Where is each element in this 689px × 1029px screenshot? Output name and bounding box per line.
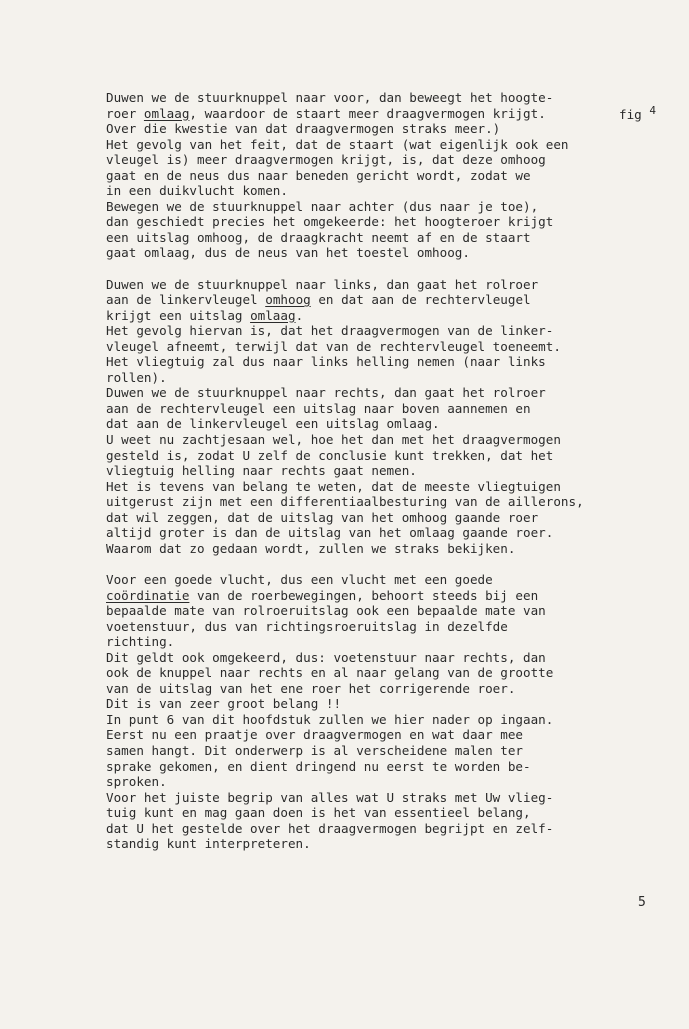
underlined-word: omlaag bbox=[143, 105, 190, 121]
underlined-word: omlaag bbox=[250, 307, 296, 323]
text-segment: bepaalde mate van rolroeruitslag ook een bepaalde mate van bbox=[106, 603, 546, 619]
text-line bbox=[106, 494, 666, 510]
text-segment: van de roerbewegingen, behoort steeds bij een bbox=[189, 587, 539, 603]
text-segment: Dit geldt ook omgekeerd, dus: voetenstuur naar rechts, dan bbox=[106, 649, 546, 665]
text-segment: ook de knuppel naar rechts en al naar gelang van de grootte bbox=[106, 665, 554, 681]
text-segment: Het gevolg hiervan is, dat het draagvermogen van de linker- bbox=[106, 323, 554, 339]
text-segment: Eerst nu een praatje over draagvermogen en wat daar mee bbox=[106, 727, 524, 743]
text-segment: aan de rechtervleugel een uitslag naar boven aannemen en bbox=[106, 400, 531, 416]
text-segment: Duwen we de stuurknuppel naar links, dan gaat het rolroer bbox=[106, 276, 539, 292]
text-line bbox=[106, 525, 666, 541]
text-line bbox=[106, 665, 666, 681]
text-line bbox=[106, 277, 666, 293]
text-segment: tuig kunt en mag gaan doen is het van essentieel belang, bbox=[106, 805, 531, 821]
text-line bbox=[106, 168, 666, 184]
text-line bbox=[106, 308, 666, 324]
text-line bbox=[106, 183, 666, 199]
text-segment: vliegtuig helling naar rechts gaat nemen. bbox=[106, 463, 417, 479]
text-line bbox=[106, 712, 666, 728]
underlined-word: omhoog bbox=[265, 292, 311, 308]
underlined-word: coördinatie bbox=[106, 587, 190, 603]
text-segment: standig kunt interpreteren. bbox=[106, 836, 311, 852]
margin-figure-label: fig bbox=[619, 107, 642, 122]
text-line bbox=[106, 805, 666, 821]
text-line bbox=[106, 230, 666, 246]
text-segment: dan geschiedt precies het omgekeerde: het hoogteroer krijgt bbox=[106, 214, 554, 230]
text-segment: aan de linkervleugel bbox=[106, 292, 266, 308]
margin-figure-number: 4 bbox=[649, 104, 656, 117]
text-line bbox=[106, 432, 666, 448]
text-segment: altijd groter is dan de uitslag van het omlaag gaande roer. bbox=[106, 525, 554, 541]
text-segment: gaat en de neus dus naar beneden gericht wordt, zodat we bbox=[106, 167, 531, 183]
text-segment: Bewegen we de stuurknuppel naar achter (dus naar je toe), bbox=[106, 198, 539, 214]
text-segment: vleugel afneemt, terwijl dat van de rechtervleugel toeneemt. bbox=[106, 338, 561, 354]
text-line bbox=[106, 292, 666, 308]
text-segment: uitgerust zijn met een differentiaalbesturing van de aillerons, bbox=[106, 494, 584, 510]
text-line bbox=[106, 339, 666, 355]
text-segment: rollen). bbox=[106, 369, 167, 385]
text-line bbox=[106, 137, 666, 153]
text-segment: In punt 6 van dit hoofdstuk zullen we hier nader op ingaan. bbox=[106, 711, 554, 727]
text-segment: Over die kwestie van dat draagvermogen straks meer.) bbox=[106, 121, 501, 137]
text-line bbox=[106, 323, 666, 339]
text-line bbox=[106, 603, 666, 619]
text-segment: Voor het juiste begrip van alles wat U straks met Uw vlieg- bbox=[106, 789, 554, 805]
text-segment: dat wil zeggen, dat de uitslag van het omhoog gaande roer bbox=[106, 509, 539, 525]
text-line bbox=[106, 463, 666, 479]
text-segment: van de uitslag van het ene roer het corrigerende roer. bbox=[106, 680, 516, 696]
text-segment: Waarom dat zo gedaan wordt, zullen we straks bekijken. bbox=[106, 540, 516, 556]
text-line bbox=[106, 696, 666, 712]
text-segment: dat aan de linkervleugel een uitslag omlaag. bbox=[106, 416, 440, 432]
text-line bbox=[106, 572, 666, 588]
text-line bbox=[106, 790, 666, 806]
text-segment: Het gevolg van het feit, dat de staart (wat eigenlijk ook een bbox=[106, 136, 569, 152]
text-segment: . bbox=[295, 307, 304, 323]
text-segment: gesteld is, zodat U zelf de conclusie kunt trekken, dat het bbox=[106, 447, 554, 463]
text-segment: , waardoor de staart meer draagvermogen krijgt. bbox=[189, 105, 546, 121]
text-line bbox=[106, 90, 666, 106]
text-line bbox=[106, 821, 666, 837]
text-segment: Het is tevens van belang te weten, dat de meeste vliegtuigen bbox=[106, 478, 561, 494]
text-segment: U weet nu zachtjesaan wel, hoe het dan met het draagvermogen bbox=[106, 432, 561, 448]
page-number: 5 bbox=[638, 895, 646, 910]
text-line bbox=[106, 743, 666, 759]
paragraph bbox=[106, 277, 666, 557]
text-line bbox=[106, 152, 666, 168]
text-line bbox=[106, 588, 666, 604]
text-line bbox=[106, 416, 666, 432]
text-line bbox=[106, 214, 666, 230]
margin-figure-reference bbox=[619, 104, 656, 122]
text-segment: vleugel is) meer draagvermogen krijgt, is, dat deze omhoog bbox=[106, 152, 546, 168]
text-line bbox=[106, 448, 666, 464]
text-line bbox=[106, 401, 666, 417]
text-segment: sprake gekomen, en dient dringend nu eerst te worden be- bbox=[106, 758, 531, 774]
text-segment: samen hangt. Dit onderwerp is al verscheidene malen ter bbox=[106, 742, 524, 758]
text-segment: voetenstuur, dus van richtingsroeruitslag in dezelfde bbox=[106, 618, 508, 634]
text-line bbox=[106, 385, 666, 401]
text-segment: richting. bbox=[106, 634, 175, 650]
text-line bbox=[106, 370, 666, 386]
text-line bbox=[106, 650, 666, 666]
text-segment: Het vliegtuig zal dus naar links helling nemen (naar links bbox=[106, 354, 546, 370]
text-line bbox=[106, 199, 666, 215]
text-line bbox=[106, 759, 666, 775]
text-line bbox=[106, 121, 666, 137]
text-segment: een uitslag omhoog, de draagkracht neemt af en de staart bbox=[106, 229, 531, 245]
text-segment: en dat aan de rechtervleugel bbox=[310, 292, 531, 308]
text-line bbox=[106, 541, 666, 557]
body-text bbox=[106, 90, 666, 852]
text-line bbox=[106, 619, 666, 635]
text-segment: krijgt een uitslag bbox=[106, 307, 251, 323]
text-segment: Duwen we de stuurknuppel naar voor, dan beweegt het hoogte- bbox=[106, 90, 554, 105]
text-line bbox=[106, 354, 666, 370]
text-segment: roer bbox=[106, 105, 144, 121]
text-line bbox=[106, 479, 666, 495]
text-segment: Duwen we de stuurknuppel naar rechts, dan gaat het rolroer bbox=[106, 385, 546, 401]
paragraph bbox=[106, 90, 666, 261]
text-segment: sproken. bbox=[106, 774, 167, 790]
text-line bbox=[106, 681, 666, 697]
text-line bbox=[106, 774, 666, 790]
text-segment: gaat omlaag, dus de neus van het toestel omhoog. bbox=[106, 245, 470, 261]
text-line bbox=[106, 634, 666, 650]
paragraph bbox=[106, 572, 666, 852]
text-segment: Dit is van zeer groot belang !! bbox=[106, 696, 342, 712]
text-line bbox=[106, 727, 666, 743]
text-segment: dat U het gestelde over het draagvermogen begrijpt en zelf- bbox=[106, 820, 554, 836]
text-segment: in een duikvlucht komen. bbox=[106, 183, 288, 199]
text-line bbox=[106, 106, 666, 122]
text-line bbox=[106, 245, 666, 261]
text-line bbox=[106, 510, 666, 526]
text-segment: Voor een goede vlucht, dus een vlucht met een goede bbox=[106, 571, 493, 587]
text-line bbox=[106, 836, 666, 852]
